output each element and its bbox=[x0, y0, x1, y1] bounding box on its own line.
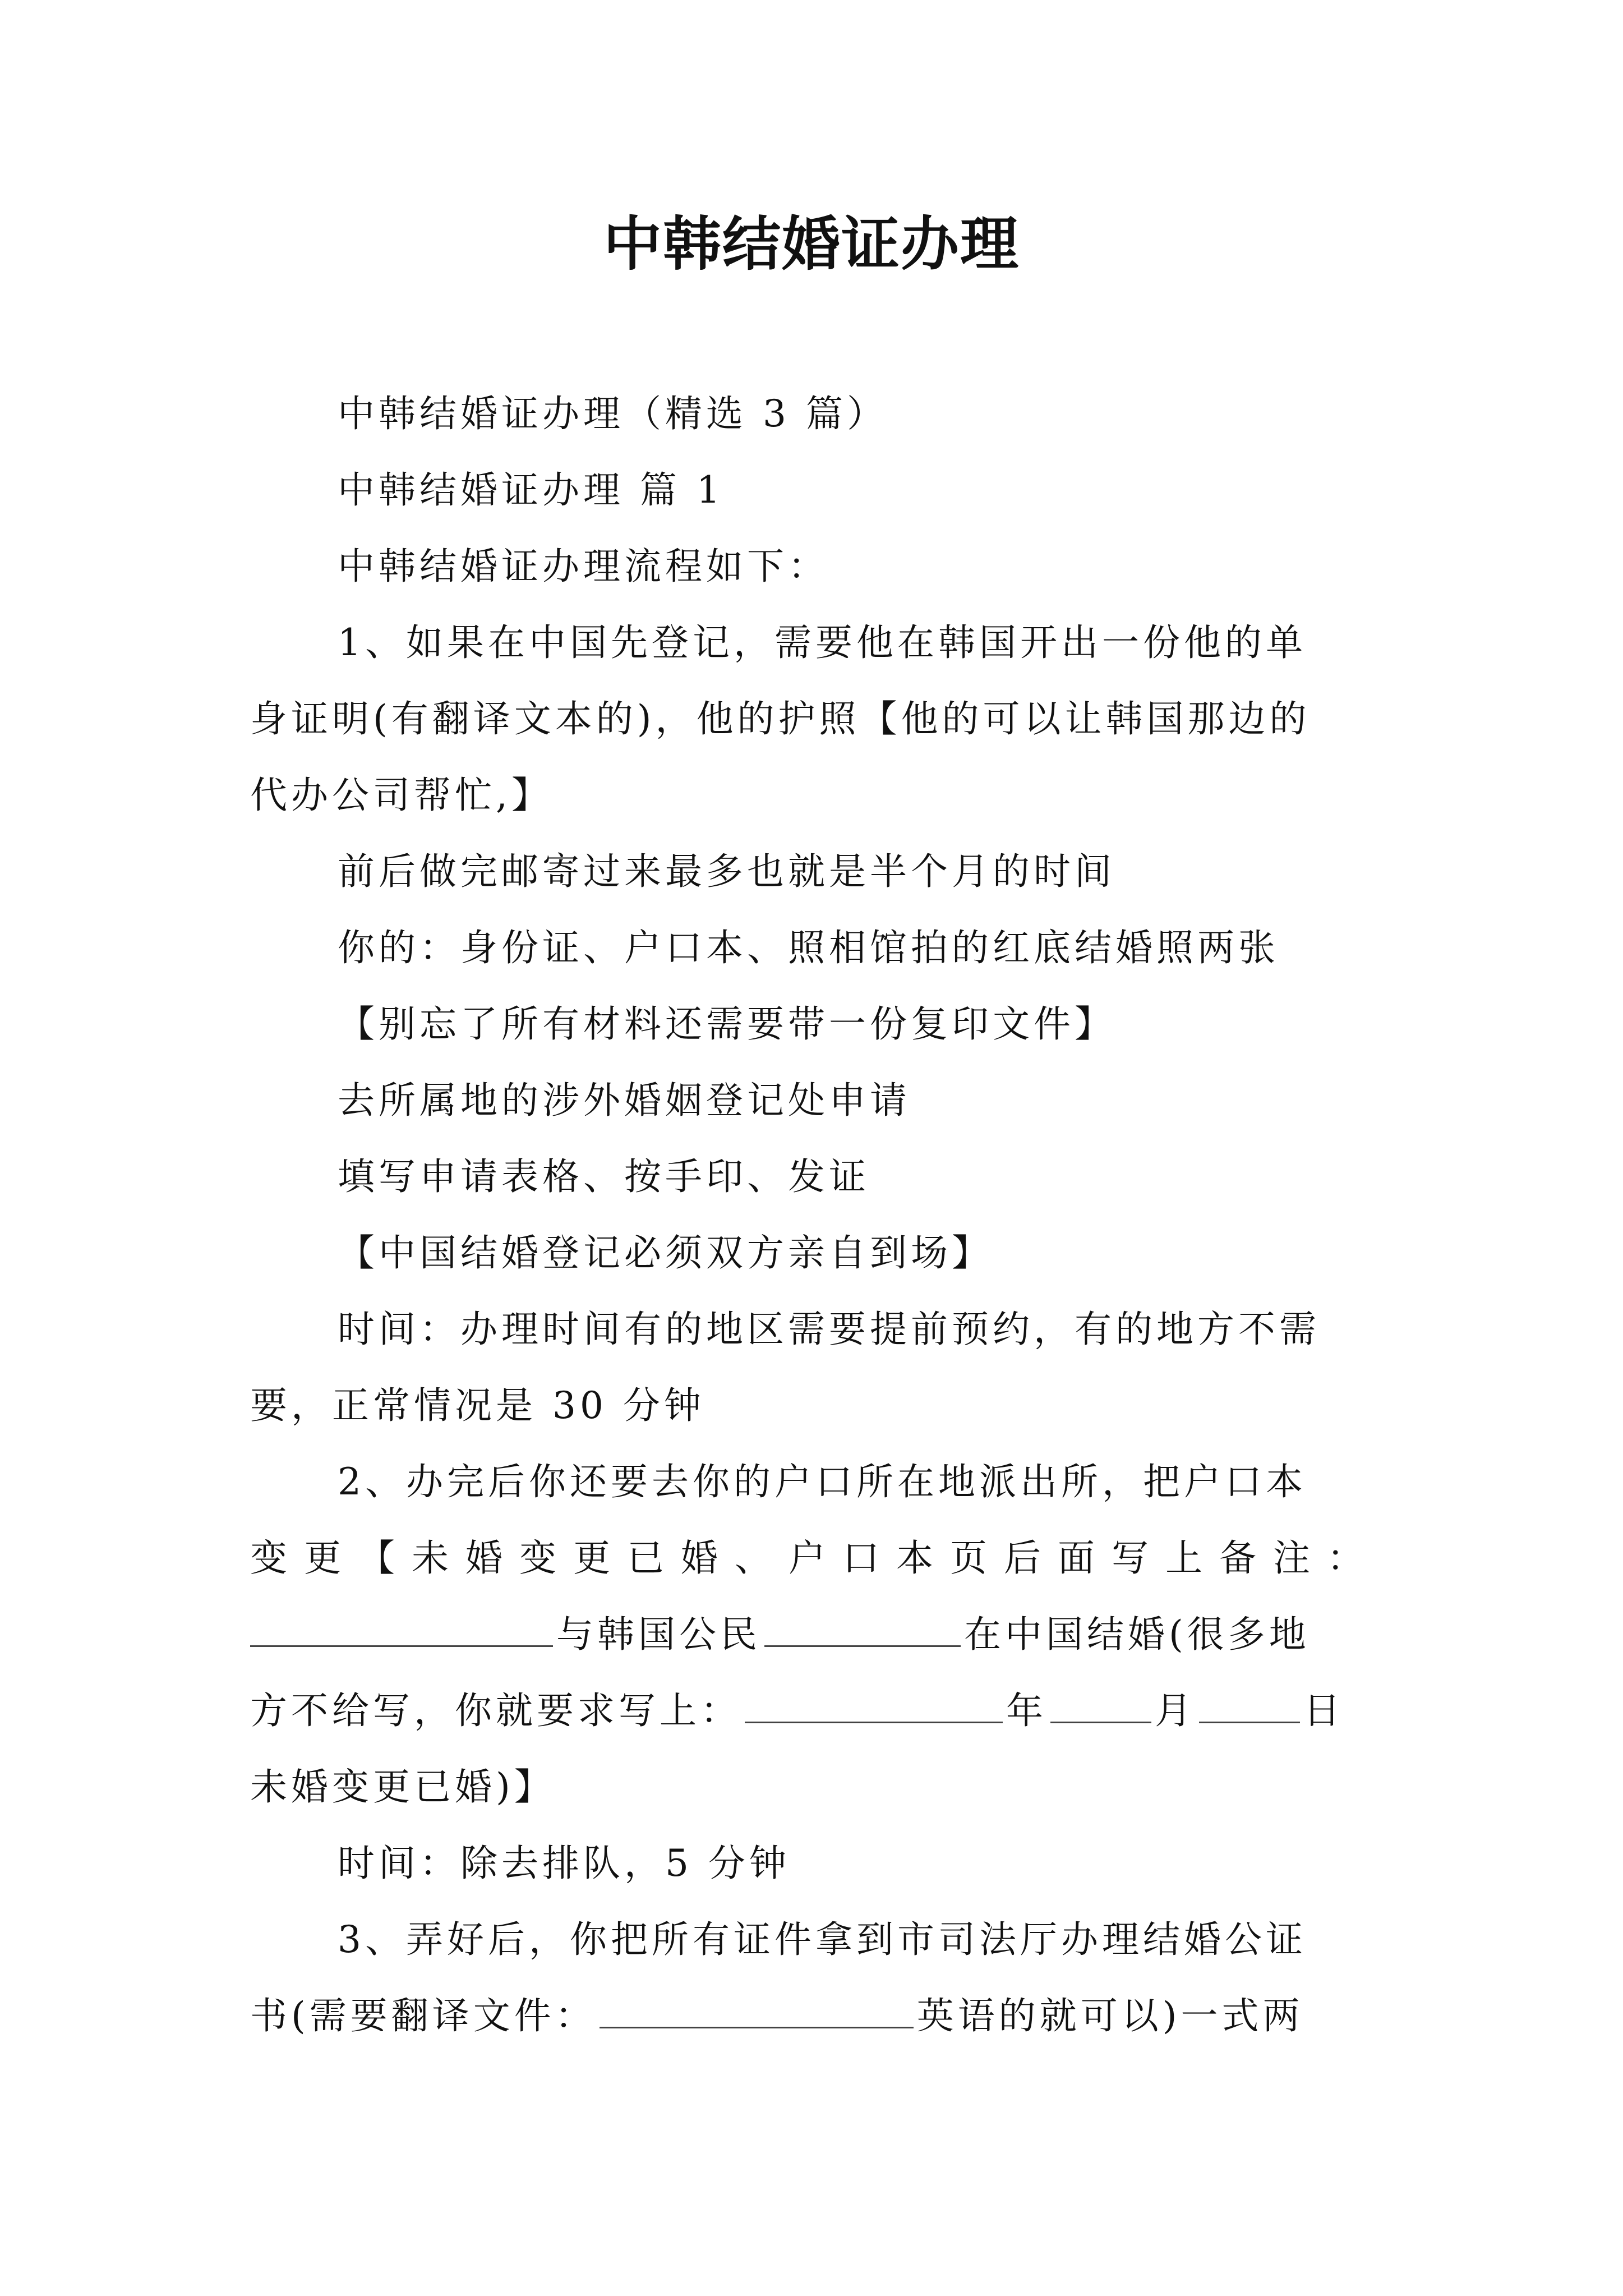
fill-in-blank bbox=[250, 1612, 553, 1647]
paragraph-line: 中韩结婚证办理流程如下： bbox=[338, 545, 829, 588]
inline-text: 月 bbox=[1155, 1689, 1196, 1732]
paragraph-line: 代办公司帮忙,】 bbox=[250, 774, 552, 817]
inline-text: 英语的就可以)一式两 bbox=[916, 1994, 1304, 2037]
fill-in-blank bbox=[1050, 1688, 1151, 1723]
paragraph-line: 变更【未婚变更已婚、户口本页后面写上备注： bbox=[250, 1536, 1381, 1580]
fill-in-blank bbox=[1199, 1688, 1300, 1723]
paragraph-line: 中韩结婚证办理（精选 3 篇） bbox=[338, 392, 888, 435]
paragraph-line-with-blanks bbox=[250, 1978, 1382, 2054]
paragraph-line: 时间：办理时间有的地区需要提前预约，有的地方不需 bbox=[338, 1308, 1320, 1351]
inline-text: 书(需要翻译文件： bbox=[250, 1994, 596, 2037]
paragraph-line: 【别忘了所有材料还需要带一份复印文件】 bbox=[338, 1002, 1115, 1046]
inline-text: 与韩国公民 bbox=[556, 1613, 761, 1656]
inline-text: 日 bbox=[1303, 1689, 1344, 1732]
paragraph-line: 填写申请表格、按手印、发证 bbox=[338, 1155, 870, 1198]
inline-text: 年 bbox=[1006, 1689, 1047, 1732]
fill-in-blank bbox=[745, 1688, 1003, 1723]
paragraph-line-with-blanks bbox=[250, 1673, 1382, 1749]
paragraph-line: 未婚变更已婚)】 bbox=[250, 1765, 555, 1809]
inline-text: 方不给写，你就要求写上： bbox=[250, 1689, 741, 1732]
inline-text: 在中国结婚(很多地 bbox=[964, 1613, 1310, 1656]
document-body bbox=[250, 376, 1382, 2054]
paragraph-line: 你的：身份证、户口本、照相馆拍的红底结婚照两张 bbox=[338, 926, 1279, 969]
fill-in-blank bbox=[764, 1612, 961, 1647]
paragraph-line: 身证明(有翻译文本的)，他的护照【他的可以让韩国那边的 bbox=[250, 697, 1311, 740]
fill-in-blank bbox=[600, 1993, 914, 2028]
paragraph-line: 1、如果在中国先登记，需要他在韩国开出一份他的单 bbox=[338, 621, 1307, 664]
paragraph-line: 要，正常情况是 30 分钟 bbox=[250, 1384, 705, 1427]
paragraph-line: 2、办完后你还要去你的户口所在地派出所，把户口本 bbox=[338, 1460, 1307, 1503]
paragraph-line: 前后做完邮寄过来最多也就是半个月的时间 bbox=[338, 850, 1115, 893]
paragraph-line: 【中国结婚登记必须双方亲自到场】 bbox=[338, 1231, 993, 1274]
paragraph-line: 3、弄好后，你把所有证件拿到市司法厅办理结婚公证 bbox=[338, 1918, 1307, 1961]
paragraph-line: 时间：除去排队，5 分钟 bbox=[338, 1842, 790, 1885]
paragraph-line: 去所属地的涉外婚姻登记处申请 bbox=[338, 1079, 911, 1122]
paragraph-line: 中韩结婚证办理 篇 1 bbox=[338, 468, 724, 512]
paragraph-line-with-blanks bbox=[250, 1596, 1382, 1673]
document-title: 中韩结婚证办理 bbox=[603, 210, 1020, 278]
